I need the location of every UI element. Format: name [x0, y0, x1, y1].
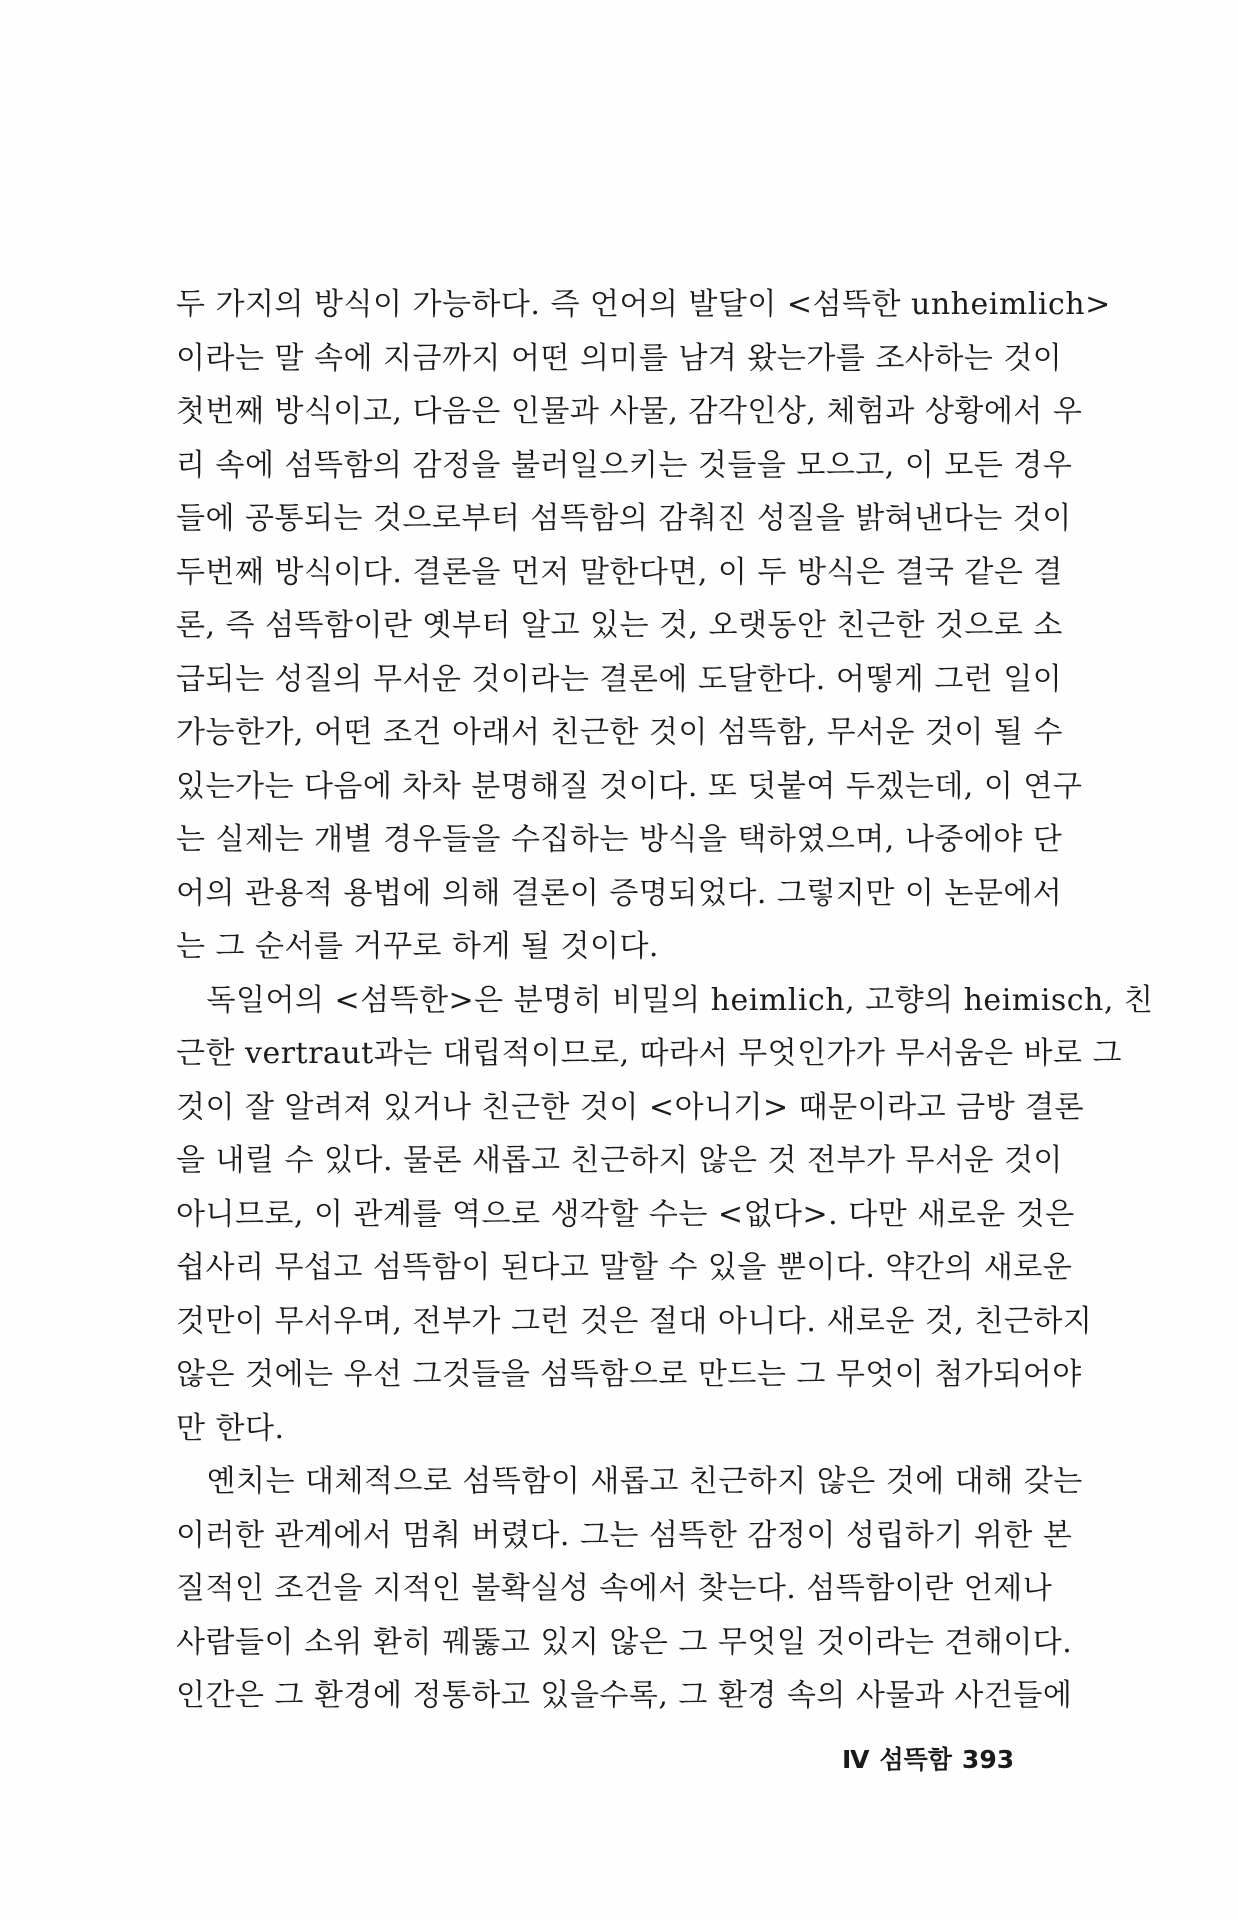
text-line: 첫번째 방식이고, 다음은 인물과 사물, 감각인상, 체험과 상황에서 우	[176, 394, 1083, 429]
text-line: 것이 잘 알려져 있거나 친근한 것이 <아니기> 때문이라고 금방 결론	[176, 1089, 1085, 1125]
text-line: 아니므로, 이 관계를 역으로 생각할 수는 <없다>. 다만 새로운 것은	[176, 1196, 1075, 1232]
text-line: 두번째 방식이다. 결론을 먼저 말한다면, 이 두 방식은 결국 같은 결	[176, 554, 1063, 590]
text-line: 이러한 관계에서 멈춰 버렸다. 그는 섬뜩한 감정이 성립하기 위한 본	[176, 1517, 1073, 1553]
text-line: 인간은 그 환경에 정통하고 있을수록, 그 환경 속의 사물과 사건들에	[176, 1678, 1073, 1713]
text-line: 는 그 순서를 거꾸로 하게 될 것이다.	[176, 929, 659, 964]
text-line: 두 가지의 방식이 가능하다. 즉 언어의 발달이 <섬뜩한 unheimlich>	[176, 287, 1111, 322]
text-line: 는 실제는 개별 경우들을 수집하는 방식을 택하였으며, 나중에야 단	[176, 822, 1063, 857]
page-number: 393	[961, 1745, 1015, 1774]
text-line: 것만이 무서우며, 전부가 그런 것은 절대 아니다. 새로운 것, 친근하지	[176, 1303, 1093, 1339]
text-line: 론, 즉 섬뜩함이란 옛부터 알고 있는 것, 오랫동안 친근한 것으로 소	[176, 608, 1063, 643]
text-line: 을 내릴 수 있다. 물론 새롭고 친근하지 않은 것 전부가 무서운 것이	[176, 1143, 1063, 1178]
text-line: 어의 관용적 용법에 의해 결론이 증명되었다. 그렇지만 이 논문에서	[176, 875, 1063, 911]
text-line: 근한 vertraut과는 대립적이므로, 따라서 무엇인가가 무서움은 바로 그	[176, 1036, 1122, 1071]
text-line: 사람들이 소위 환히 꿰뚫고 있지 않은 그 무엇일 것이라는 견해이다.	[176, 1624, 1073, 1660]
text-line: 만 한다.	[176, 1410, 285, 1446]
text-line: 옌치는 대체적으로 섬뜩함이 새롭고 친근하지 않은 것에 대해 갖는	[176, 1464, 1083, 1499]
text-line: 급되는 성질의 무서운 것이라는 결론에 도달한다. 어떻게 그런 일이	[176, 661, 1063, 697]
text-line: 가능한가, 어떤 조건 아래서 친근한 것이 섬뜩함, 무서운 것이 될 수	[176, 715, 1063, 750]
text-line: 독일어의 <섬뜩한>은 분명히 비밀의 heimlich, 고향의 heimisch, 친	[176, 982, 1154, 1018]
text-line: 들에 공통되는 것으로부터 섬뜩함의 감춰진 성질을 밝혀낸다는 것이	[176, 501, 1072, 536]
text-line: 쉽사리 무섭고 섬뜩함이 된다고 말할 수 있을 뿐이다. 약간의 새로운	[176, 1250, 1073, 1285]
page-footer	[842, 1740, 1042, 1780]
body-text	[176, 278, 1154, 1723]
text-line: 이라는 말 속에 지금까지 어떤 의미를 남겨 왔는가를 조사하는 것이	[176, 340, 1063, 376]
text-line: 리 속에 섬뜩함의 감정을 불러일으키는 것들을 모으고, 이 모든 경우	[176, 447, 1073, 483]
text-line: 있는가는 다음에 차차 분명해질 것이다. 또 덧붙여 두겠는데, 이 연구	[176, 768, 1083, 804]
text-line: 질적인 조건을 지적인 불확실성 속에서 찾는다. 섬뜩함이란 언제나	[176, 1571, 1053, 1606]
text-line: 않은 것에는 우선 그것들을 섬뜩함으로 만드는 그 무엇이 첨가되어야	[176, 1357, 1082, 1392]
section-title: 섬뜩함	[879, 1745, 952, 1774]
chapter-number: Ⅳ	[842, 1745, 870, 1774]
